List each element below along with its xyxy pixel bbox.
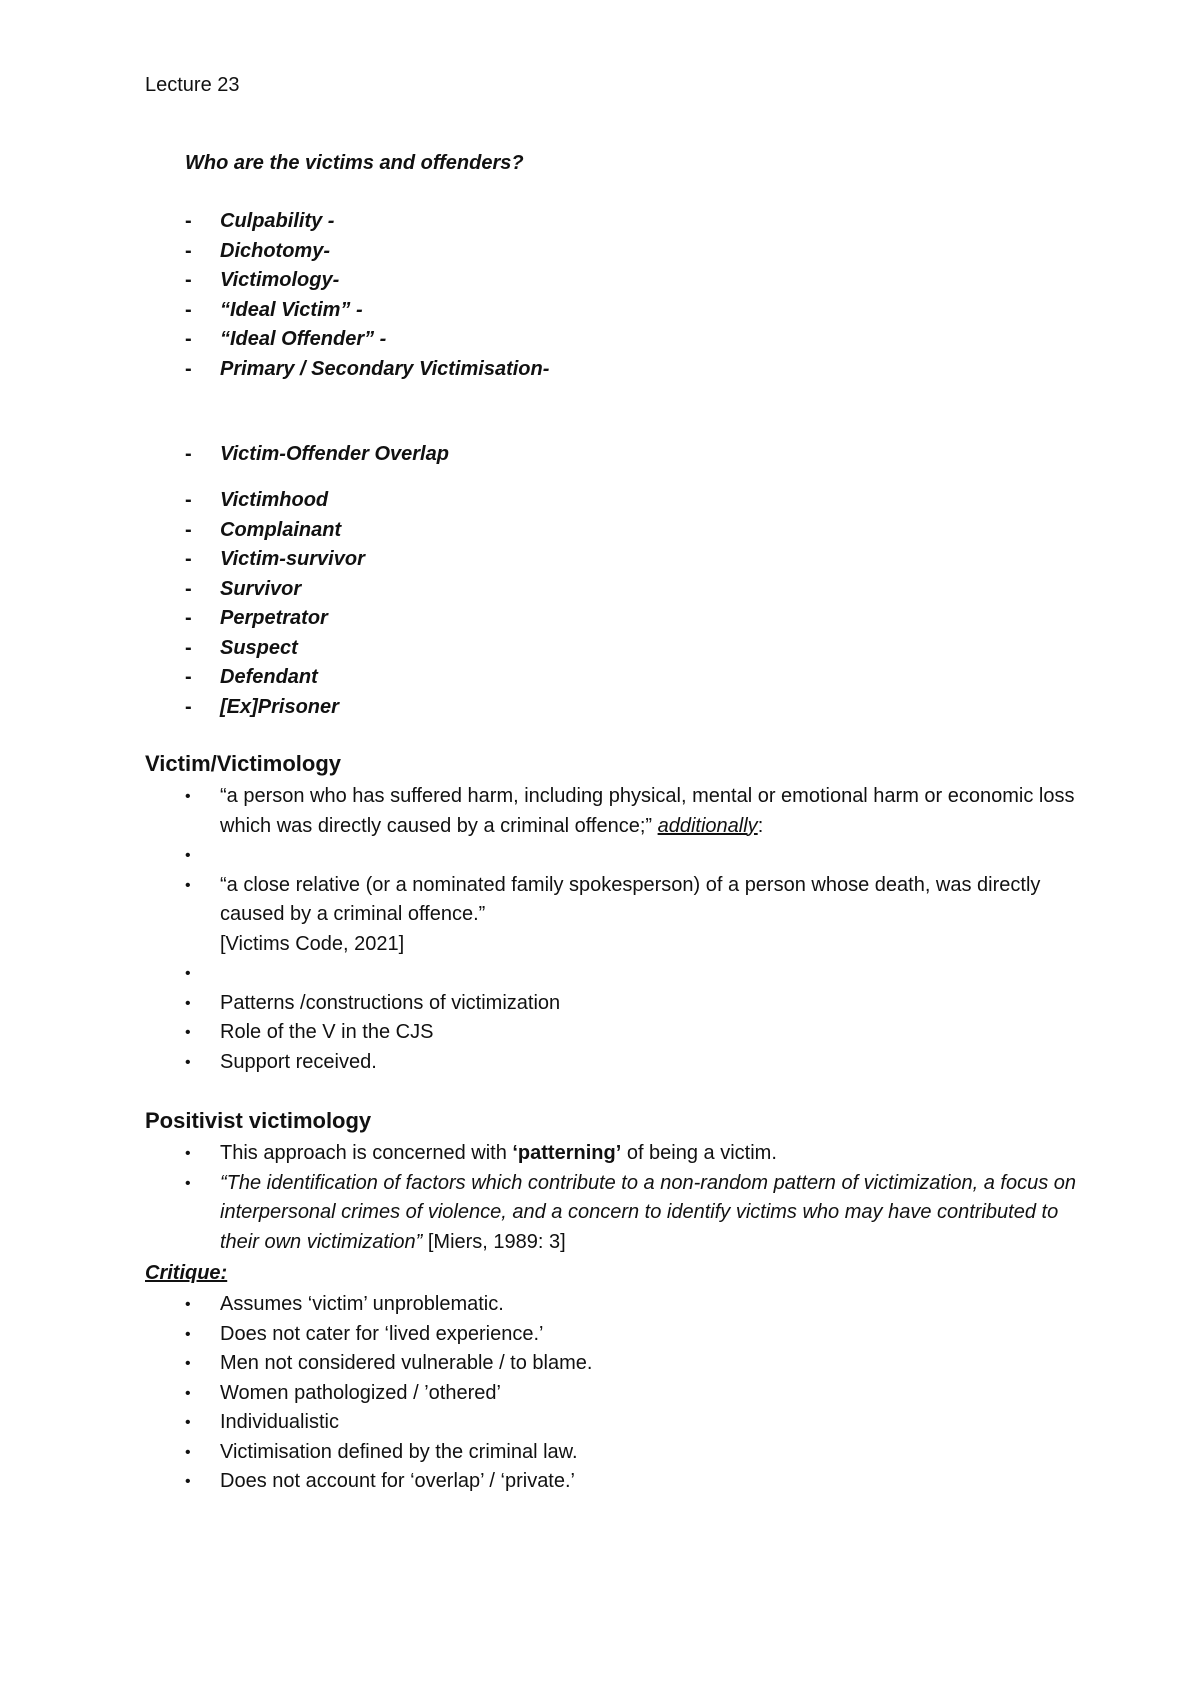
list-item: • This approach is concerned with ‘patterning’ of being a victim. xyxy=(185,1142,777,1164)
list-item: - Primary / Secondary Victimisation- xyxy=(185,357,550,380)
list-item: - Victimhood xyxy=(185,489,329,511)
terms-list-2 xyxy=(185,440,449,470)
list-item: - Victim-Offender Overlap xyxy=(185,443,449,465)
list-item: • xyxy=(185,847,191,864)
list-item: • Victimisation defined by the criminal law. xyxy=(185,1440,578,1463)
list-item: • “a close relative (or a nominated family spokesperson) of a person whose death, was directly caused by a criminal offence.” [Victims Code, 2021] xyxy=(185,873,1041,955)
list-item: - Victimology- xyxy=(185,269,340,291)
list-item: - Victim-survivor xyxy=(185,548,365,570)
list-item: - Suspect xyxy=(185,636,298,659)
list-item: - Survivor xyxy=(185,577,302,600)
critique-heading: Critique: xyxy=(145,1262,228,1284)
list-item: - Defendant xyxy=(185,666,318,688)
list-item: - “Ideal Victim” - xyxy=(185,298,363,321)
victimology-list xyxy=(185,782,1085,1077)
list-item: • Does not account for ‘overlap’ / ‘private.’ xyxy=(185,1470,575,1492)
list-item: - Dichotomy- xyxy=(185,239,330,262)
list-item: • xyxy=(185,965,191,982)
list-item: • Support received. xyxy=(185,1050,377,1073)
list-item: • Men not considered vulnerable / to blame. xyxy=(185,1352,593,1374)
list-item: • “a person who has suffered harm, including physical, mental or emotional harm or economic loss which was directly caused by a criminal offence;” additionally: xyxy=(185,785,1075,837)
list-item: • Does not cater for ‘lived experience.’ xyxy=(185,1322,544,1345)
list-item: • Patterns /constructions of victimization xyxy=(185,991,561,1014)
list-item: - Perpetrator xyxy=(185,607,328,629)
terms-list-3 xyxy=(185,486,365,722)
list-item: - “Ideal Offender” - xyxy=(185,328,387,350)
list-item: - Complainant xyxy=(185,518,342,541)
positivist-list xyxy=(185,1139,1085,1257)
terms-list-1 xyxy=(185,207,549,384)
question-heading: Who are the victims and offenders? xyxy=(185,152,524,174)
list-item: • Role of the V in the CJS xyxy=(185,1021,434,1043)
positivist-heading: Positivist victimology xyxy=(145,1108,372,1133)
list-item: - [Ex]Prisoner xyxy=(185,695,339,718)
list-item: - Culpability - xyxy=(185,210,335,232)
victimology-heading: Victim/Victimology xyxy=(145,751,342,776)
list-item: • Assumes ‘victim’ unproblematic. xyxy=(185,1293,504,1315)
list-item: • “The identification of factors which contribute to a non-random pattern of victimization, a focus on interpersonal crimes of violence, and a concern to identify victims who may have contributed to their own victimization” [Miers, 1989: 3] xyxy=(185,1171,1076,1253)
list-item: • Women pathologized / ’othered’ xyxy=(185,1381,501,1404)
lecture-title: Lecture 23 xyxy=(145,74,240,96)
list-item: • Individualistic xyxy=(185,1411,339,1433)
critique-list xyxy=(185,1290,1085,1497)
